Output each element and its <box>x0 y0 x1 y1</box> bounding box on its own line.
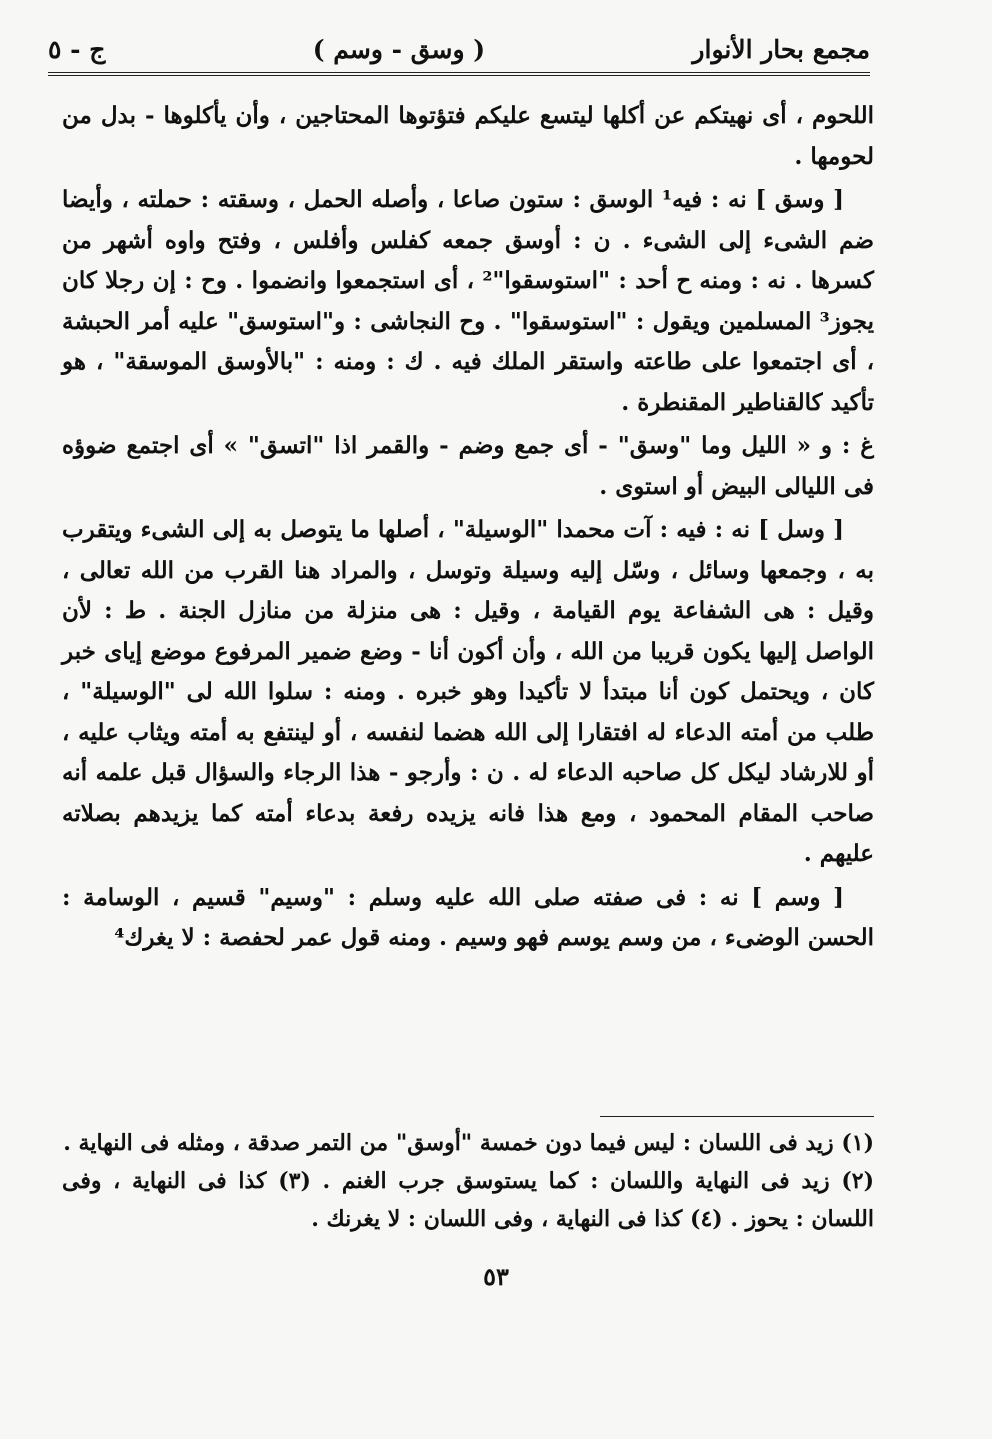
main-text <box>62 96 874 962</box>
volume-label: ج - ٥ <box>48 34 106 64</box>
footnote-divider <box>600 1116 874 1117</box>
entry-wasam: [ وسم ] نه : فى صفته صلى الله عليه وسلم : "وسيم" قسيم ، الوسامة : الحسن الوضىء ، من وسم يوسم فهو وسيم . ومنه قول عمر لحفصة : لا يغرك⁴ <box>62 883 874 951</box>
entry-wasaq: [ وسق ] نه : فيه¹ الوسق : ستون صاعا ، وأصله الحمل ، وسقته : حملته ، وأيضا ضم الشىء إلى الشىء . ن : أوسق جمعه كفلس وأفلس ، وفتح واوه أشهر من كسرها . نه : ومنه ح أحد : "استوسقوا"² ، أى استجمعوا وانضموا . وح : إن رجلا كان يجوز³ المسلمين ويقول : "استوسقوا" . وح النجاشى : و"استوسق" عليه أمر الحبشة ، أى اجتمعوا على طاعته واستقر الملك فيه . ك : ومنه : "بالأوسق الموسقة" ، هو تأكيد كالقناطير المقنطرة . <box>62 186 874 416</box>
entry-wasal: [ وسل ] نه : فيه : آت محمدا "الوسيلة" ، أصلها ما يتوصل به إلى الشىء ويتقرب به ، وجمعها وسائل ، وسّل إليه وسيلة وتوسل ، والمراد هنا القرب من الله تعالى ، وقيل : هى الشفاعة يوم القيامة ، وقيل : هى منزلة من منازل الجنة . ط : لأن الواصل إليها يكون قريبا من الله ، وأن أكون أنا - وضع ضمير المرفوع موضع إياى خبر كان ، ويحتمل كون أنا مبتدأ لا تأكيدا وهو خبره . ومنه : سلوا الله لى "الوسيلة" ، طلب من أمته الدعاء له افتقارا إلى الله هضما لنفسه ، أو لينتفع به أمته ويثاب عليه ، أو للارشاد ليكل كل صاحبه الدعاء له . ن : وأرجو - هذا الرجاء والسؤال قبل علمه أنه صاحب المقام المحمود ، ومع هذا فانه يزيده رفعة بدعاء أمته كما يزيدهم بصلاته عليهم . <box>62 516 874 867</box>
paragraph-continuation: اللحوم ، أى نهيتكم عن أكلها ليتسع عليكم فتؤتوها المحتاجين ، وأن يأكلوها - بدل من لحومها . <box>62 102 874 170</box>
footnote-1: (١) زيد فى اللسان : ليس فيما دون خمسة "أوسق" من التمر صدقة ، ومثله فى النهاية . <box>63 1130 874 1156</box>
running-header <box>48 26 870 76</box>
section-range: ( وسق - وسم ) <box>312 34 486 64</box>
footnote-2-4: (٢) زيد فى النهاية واللسان : كما يستوسق جرب الغنم . (٣) كذا فى النهاية ، وفى اللسان : يحوز . (٤) كذا فى النهاية ، وفى اللسان : لا يغرنك . <box>62 1168 874 1232</box>
entry-wasaq-quran: غ : و « الليل وما "وسق" - أى جمع وضم - والقمر اذا "اتسق" » أى اجتمع ضوؤه فى الليالى البيض أو استوى . <box>62 432 874 500</box>
page-number: ٥٣ <box>483 1262 509 1291</box>
book-title: مجمع بحار الأنوار <box>692 34 870 64</box>
footnotes <box>62 1124 874 1238</box>
